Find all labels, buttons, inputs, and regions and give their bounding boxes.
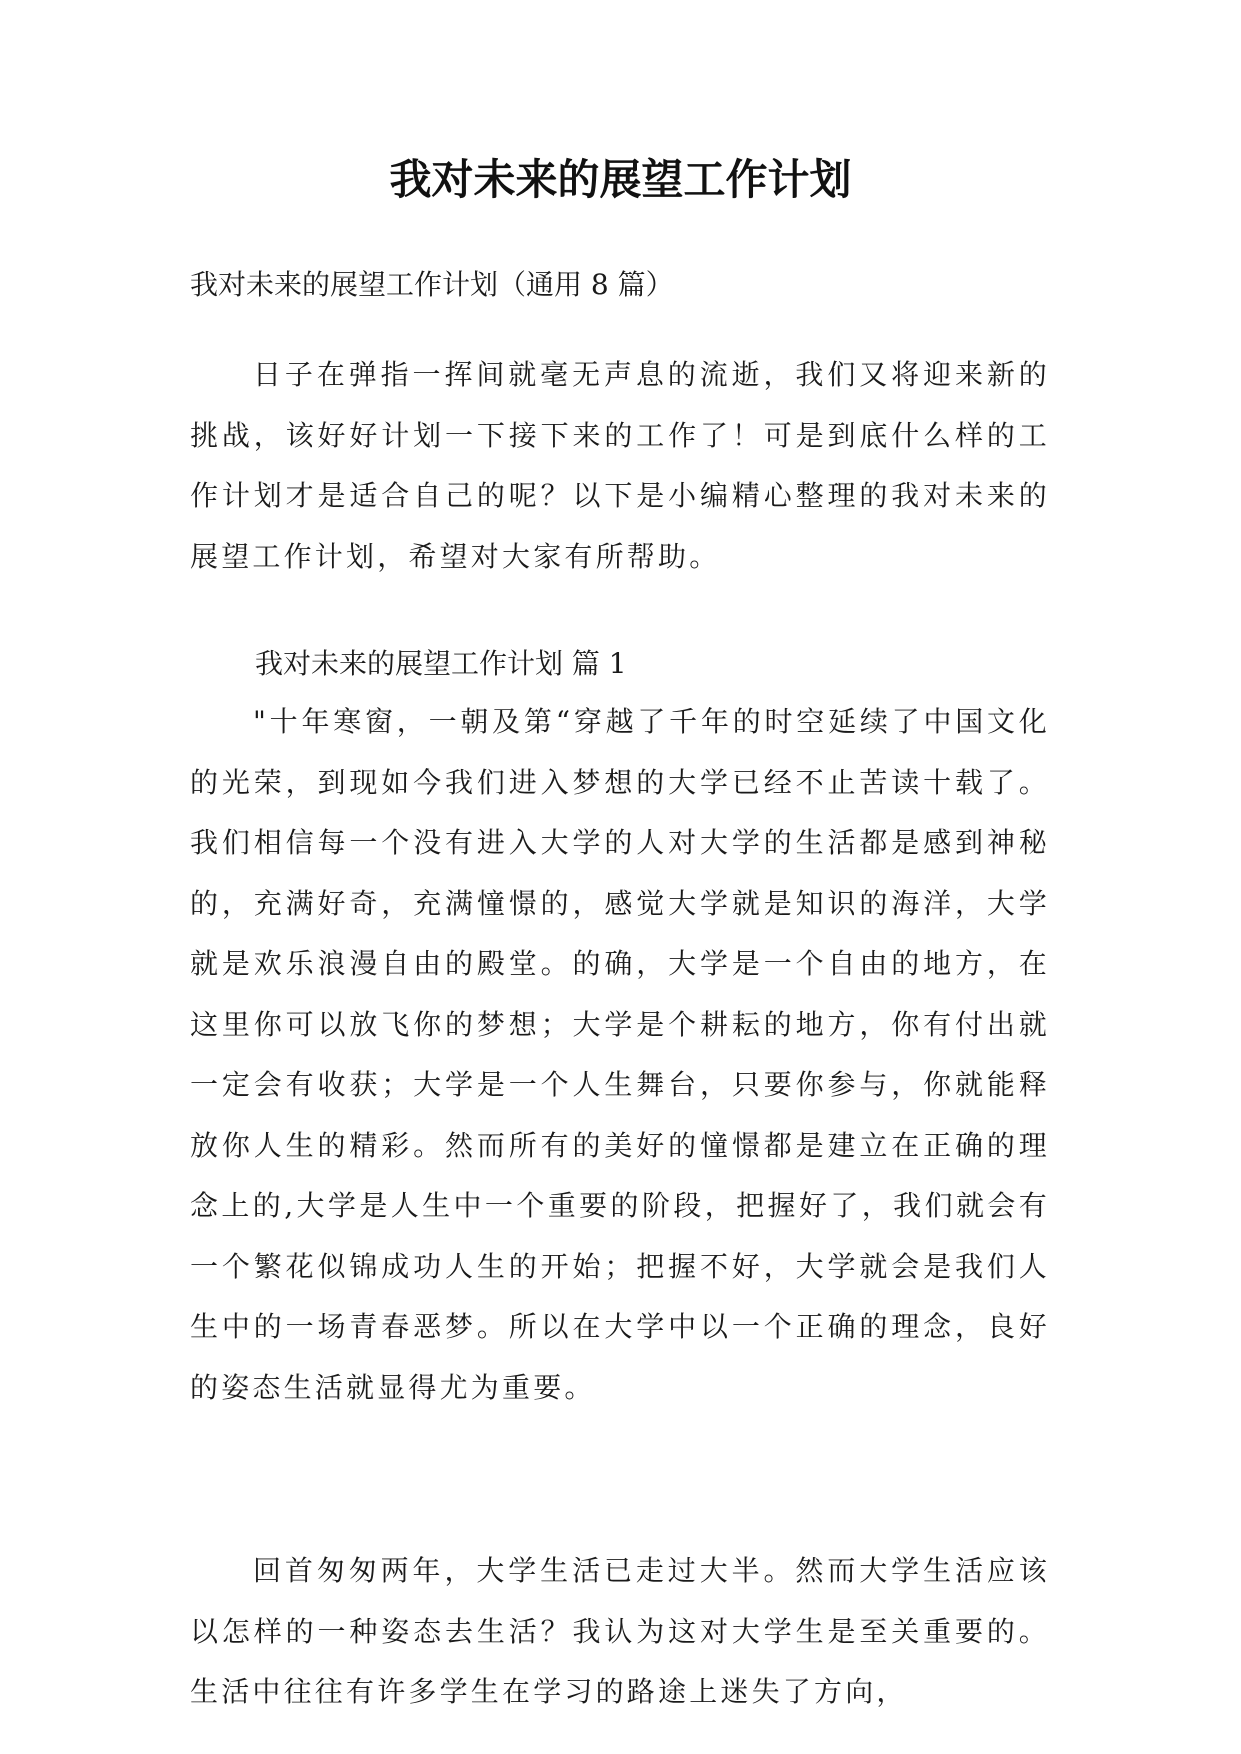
section-heading: 我对未来的展望工作计划 篇 1 bbox=[255, 647, 627, 680]
body-paragraph: "十年寒窗，一朝及第“穿越了千年的时空延续了中国文化的光荣，到现如今我们进入梦想的大学已经不止苦读十载了。我们相信每一个没有进入大学的人对大学的生活都是感到神秘的，充满好奇，充满憧憬的，感觉大学就是知识的海洋，大学就是欢乐浪漫自由的殿堂。的确，大学是一个自由的地方，在这里你可以放飞你的梦想；大学是个耕耘的地方，你有付出就一定会有收获；大学是一个人生舞台，只要你参与，你就能释放你人生的精彩。然而所有的美好的憧憬都是建立在正确的理念上的,大学是人生中一个重要的阶段，把握好了，我们就会有一个繁花似锦成功人生的开始；把握不好，大学就会是我们人生中的一场青春恶梦。所以在大学中以一个正确的理念，良好的姿态生活就显得尤为重要。 bbox=[190, 705, 1050, 1404]
document-title: 我对未来的展望工作计划 bbox=[389, 155, 852, 204]
intro-paragraph: 日子在弹指一挥间就毫无声息的流逝，我们又将迎来新的挑战，该好好计划一下接下来的工作了！可是到底什么样的工作计划才是适合自己的呢？以下是小编精心整理的我对未来的展望工作计划，希望对大家有所帮助。 bbox=[190, 358, 1050, 573]
document-subtitle: 我对未来的展望工作计划（通用 8 篇） bbox=[190, 268, 674, 301]
body-paragraph: 回首匆匆两年，大学生活已走过大半。然而大学生活应该以怎样的一种姿态去生活？我认为这对大学生是至关重要的。生活中往往有许多学生在学习的路途上迷失了方向， bbox=[190, 1554, 1050, 1708]
